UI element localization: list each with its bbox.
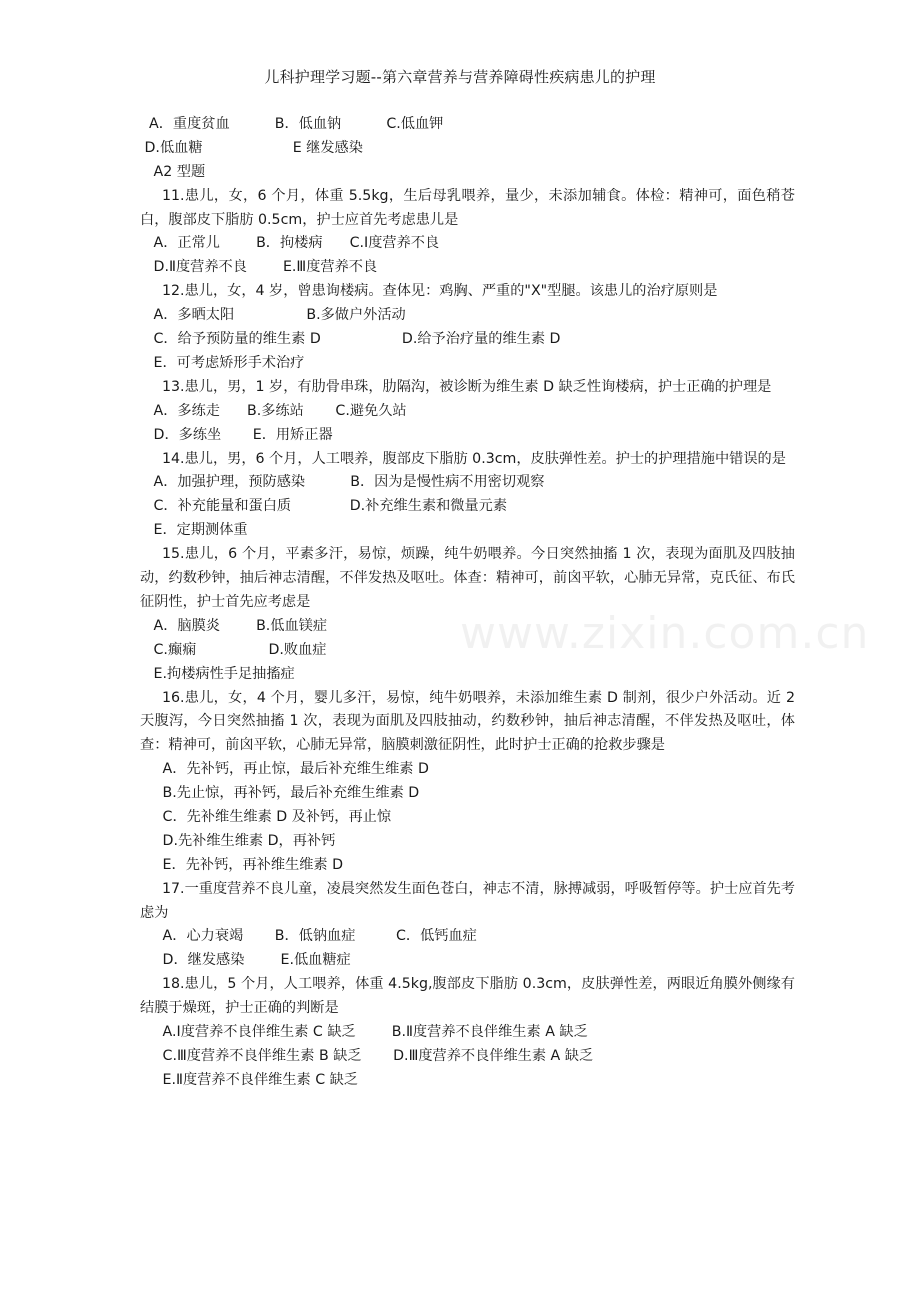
- question-stem: 18.患儿，5 个月，人工喂养，体重 4.5kg,腹部皮下脂肪 0.3cm，皮肤弹性差，两眼近角膜外侧缘有结膜于燥斑，护士正确的判断是: [140, 976, 795, 1017]
- text-line: A2 型题: [140, 163, 206, 180]
- text-line: D．继发感染 E.低血糖症: [140, 952, 351, 969]
- question-stem: 17.一重度营养不良儿童，凌晨突然发生面色苍白，神志不清，脉搏减弱，呼吸暂停等。护士应首先考虑为: [140, 880, 795, 921]
- question-stem: 12.患儿，女，4 岁，曾患询楼病。查体见：鸡胸、严重的"X"型腿。该患儿的治疗原则是: [162, 283, 718, 300]
- page-title: 儿科护理学习题--第六章营养与营养障碍性疾病患儿的护理: [264, 68, 656, 86]
- text-line: A．多晒太阳 B.多做户外活动: [140, 307, 406, 324]
- text-line: A.Ⅰ度营养不良伴维生素 C 缺乏 B.Ⅱ度营养不良伴维生素 A 缺乏: [140, 1024, 588, 1041]
- text-line: C．补充能量和蛋白质 D.补充维生素和微量元素: [140, 498, 508, 515]
- text-line: E.Ⅱ度营养不良伴维生素 C 缺乏: [140, 1071, 358, 1088]
- watermark-text: www.zixin.com.cn: [460, 608, 870, 659]
- question-stem: 14.患儿，男，6 个月，人工喂养，腹部皮下脂肪 0.3cm，皮肤弹性差。护士的护理措施中错误的是: [162, 450, 786, 467]
- text-line: A．多练走 B.多练站 C.避免久站: [140, 402, 407, 419]
- text-line: C.Ⅲ度营养不良伴维生素 B 缺乏 D.Ⅲ度营养不良伴维生素 A 缺乏: [140, 1047, 594, 1064]
- text-line: D.Ⅱ度营养不良 E.Ⅲ度营养不良: [140, 259, 378, 276]
- document-body: [140, 113, 795, 1093]
- text-line: A．正常儿 B．拘楼病 C.Ⅰ度营养不良: [140, 235, 440, 252]
- text-line: A．加强护理，预防感染 B．因为是慢性病不用密切观察: [140, 474, 545, 491]
- question-stem: 11.患儿，女，6 个月，体重 5.5kg，生后母乳喂养，量少，未添加辅食。体检：精神可，面色稍苍白，腹部皮下脂肪 0.5cm，护士应首先考虑患儿是: [140, 187, 795, 228]
- text-line: E．先补钙，再补维生维素 D: [140, 856, 344, 873]
- text-line: A．重度贫血 B．低血钠 C.低血钾: [140, 116, 444, 132]
- text-line: D.低血糖 E 继发感染: [140, 139, 363, 156]
- text-line: A．先补钙，再止惊，最后补充维生维素 D: [140, 761, 429, 778]
- text-line: E．定期测体重: [140, 522, 248, 539]
- question-stem: 15.患儿，6 个月，平素多汗，易惊，烦躁，纯牛奶喂养。今日突然抽搐 1 次，表现为面肌及四肢抽动，约数秒钟，抽后神志清醒，不伴发热及呕吐。体查：精神可，前囟平软，心肺无异常，克氏征、布氏征阴性，护士首先应考虑是: [140, 546, 795, 610]
- text-line: A．心力衰竭 B．低钠血症 C．低钙血症: [140, 928, 477, 945]
- text-line: E．可考虑矫形手术治疗: [140, 354, 305, 371]
- text-line: B.先止惊，再补钙，最后补充维生维素 D: [140, 785, 420, 802]
- text-line: A．脑膜炎 B.低血镁症: [140, 617, 328, 634]
- text-line: C.癫痫 D.败血症: [140, 641, 327, 658]
- text-line: D．多练坐 E．用矫正器: [140, 426, 333, 443]
- text-line: C．给予预防量的维生素 D D.给予治疗量的维生素 D: [140, 331, 561, 348]
- text-line: E.拘楼病性手足抽搐症: [140, 665, 295, 682]
- text-line: C．先补维生维素 D 及补钙，再止惊: [140, 809, 392, 825]
- question-stem: 13.患儿，男，1 岁，有肋骨串珠，肋隔沟，被诊断为维生素 D 缺乏性询楼病，护士正确的护理是: [162, 378, 772, 395]
- question-stem: 16.患儿，女，4 个月，婴儿多汗，易惊，纯牛奶喂养，未添加维生素 D 制剂，很少户外活动。近 2 天腹泻，今日突然抽搐 1 次，表现为面肌及四肢抽动，约数秒钟，抽后神志清醒，不伴发热及呕吐，体查：精神可，前囟平软，心肺无异常，脑膜刺激征阴性，此时护士正确的抢救步骤是: [140, 689, 795, 754]
- text-line: D.先补维生维素 D，再补钙: [140, 832, 336, 849]
